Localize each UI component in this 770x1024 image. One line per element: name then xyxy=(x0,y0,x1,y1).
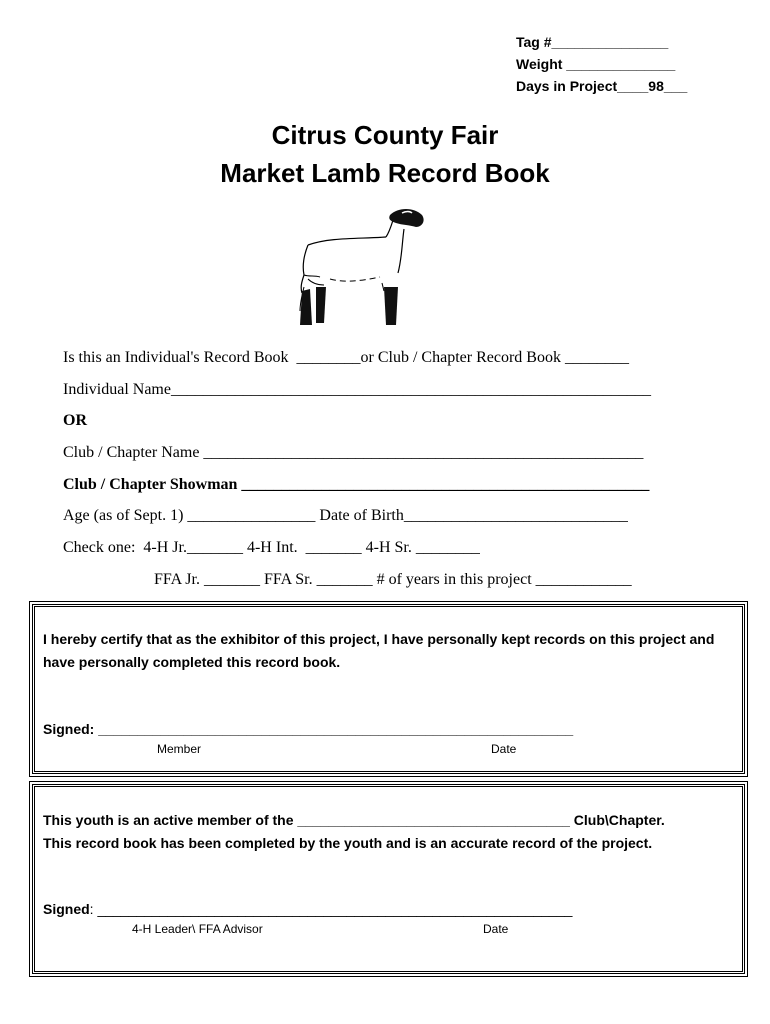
record-book-type-line[interactable]: Is this an Individual's Record Book ________or Club / Chapter Record Book ________ xyxy=(63,349,629,366)
tag-block xyxy=(516,31,687,97)
registration-form xyxy=(63,342,713,596)
leader-statement-line2: This record book has been completed by the youth and is an accurate record of the project. xyxy=(43,835,653,851)
or-separator: OR xyxy=(63,412,87,430)
leader-statement-line1[interactable]: This youth is an active member of the ___________________________________ Club\Chapter. xyxy=(43,812,665,828)
signature-blank[interactable]: : _____________________________________________________________ xyxy=(89,901,573,917)
leader-statement xyxy=(43,809,734,855)
tag-number-field[interactable]: Tag #_______________ xyxy=(516,34,669,50)
leader-advisor-label: 4-H Leader\ FFA Advisor xyxy=(132,922,263,936)
days-in-project-field[interactable]: Days in Project____98___ xyxy=(516,78,688,94)
signed-label: Signed xyxy=(43,901,90,917)
document-title: Citrus County Fair xyxy=(271,120,499,150)
document-subtitle: Market Lamb Record Book xyxy=(220,158,550,188)
club-chapter-showman-line[interactable]: Club / Chapter Showman ___________________________________________________ xyxy=(63,475,650,493)
individual-name-line[interactable]: Individual Name____________________________________________________________ xyxy=(63,380,651,398)
leader-certification-box xyxy=(32,784,745,974)
weight-field[interactable]: Weight ______________ xyxy=(516,56,676,72)
check-one-4h-line[interactable]: Check one: 4-H Jr._______ 4-H Int. _______ 4-H Sr. ________ xyxy=(63,539,480,557)
date-label: Date xyxy=(491,742,517,756)
lamb-icon xyxy=(290,203,430,333)
member-label: Member xyxy=(157,742,202,756)
leader-signature-line[interactable] xyxy=(43,901,572,917)
exhibitor-statement: I hereby certify that as the exhibitor of this project, I have personally kept records on this project and have personally completed this record book. xyxy=(43,631,715,670)
age-dob-line[interactable]: Age (as of Sept. 1) ________________ Date of Birth____________________________ xyxy=(63,507,628,525)
club-chapter-name-line[interactable]: Club / Chapter Name _______________________________________________________ xyxy=(63,444,644,462)
check-one-ffa-line[interactable]: FFA Jr. _______ FFA Sr. _______ # of years in this project ____________ xyxy=(154,570,632,588)
date-label: Date xyxy=(483,922,509,936)
exhibitor-signature-line[interactable]: Signed: _____________________________________________________________ xyxy=(43,721,574,737)
exhibitor-certification-box xyxy=(32,604,745,774)
